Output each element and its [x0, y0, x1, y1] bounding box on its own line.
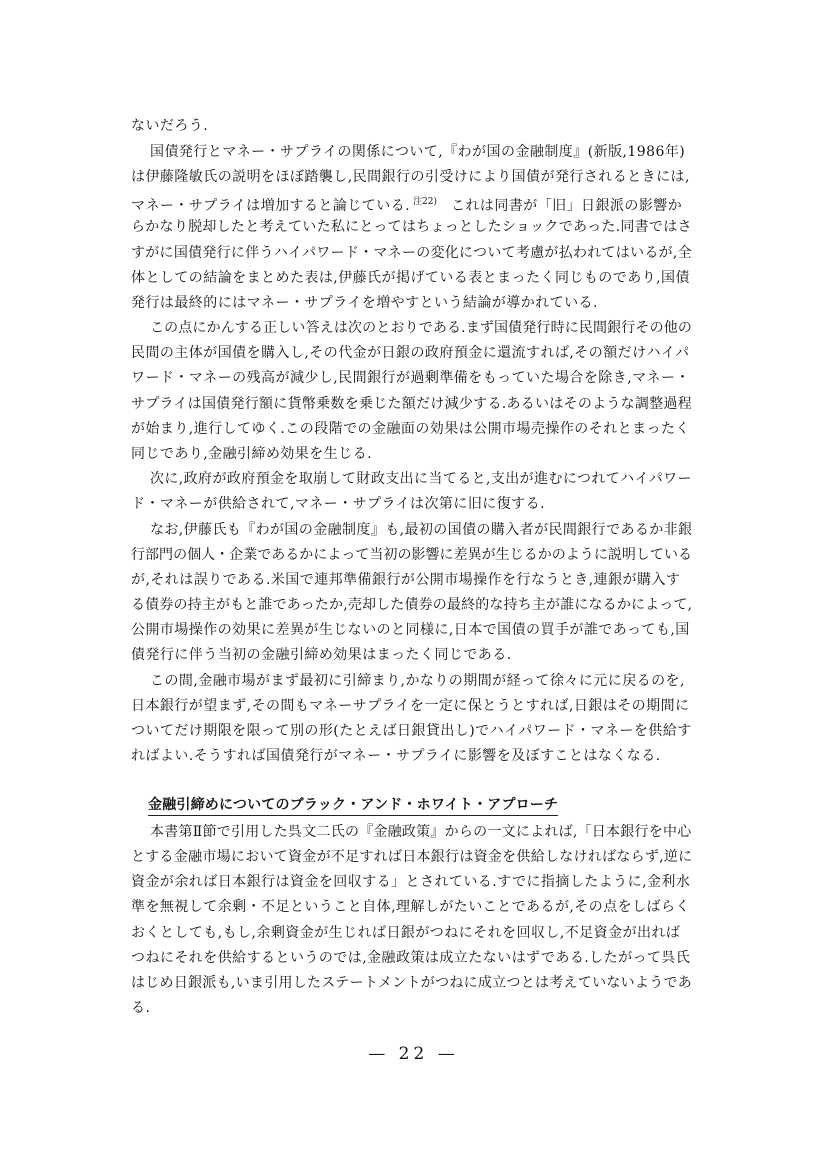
text-line: おくとしても,もし,余剰資金が生じれば日銀がつねにそれを回収し,不足資金が出れば — [131, 925, 681, 941]
page-number: — 22 — — [368, 1044, 459, 1064]
text-line: 準を無視して余剰・不足ということ自体,理解しがたいことであるが,その点をしばらく — [131, 899, 690, 915]
text-line: ればよい.そうすれば国債発行がマネー・サプライに影響を及ぼすことはなくなる. — [131, 748, 661, 764]
text-fragment: これは同書が「旧」日銀派の影響か — [451, 198, 683, 214]
text-line: 債発行に伴う当初の金融引締め効果はまったく同じである. — [131, 647, 512, 663]
section-heading: 金融引締めについてのブラック・アンド・ホワイト・アプローチ — [148, 796, 558, 816]
text-line: ないだろう. — [131, 118, 209, 134]
footnote-marker: 注22) — [413, 197, 437, 207]
text-fragment: マネー・サプライは増加すると論じている. — [131, 198, 411, 214]
text-line: 資金が余れば日本銀行は資金を回収する」とされている.すでに指摘したように,金利水 — [131, 874, 691, 890]
text-line: 公開市場操作の効果に差異が生じないのと同様に,日本で国債の買手が誰であっても,国 — [131, 622, 690, 638]
text-line: らかなり脱却したと考えていた私にとってはちょっとしたショックであった.同書ではさ — [131, 219, 692, 235]
text-line: 国債発行とマネー・サプライの関係について,『わが国の金融制度』(新版,1986年) — [150, 144, 686, 160]
text-line: が,それは誤りである.米国で連邦準備銀行が公開市場操作を行なうとき,連銀が購入す — [131, 572, 681, 588]
text-line: 民間の主体が国債を購入し,その代金が日銀の政府預金に還流すれば,その額だけハイパ — [131, 345, 690, 361]
text-line: る債券の持主がもと誰であったか,売却した債券の最終的な持ち主が誰になるかによって, — [131, 597, 693, 613]
text-line: る. — [131, 1000, 151, 1016]
text-line: 同じであり,金融引締め効果を生じる. — [131, 446, 372, 462]
text-line: は伊藤隆敏氏の説明をほぼ踏襲し,民間銀行の引受けにより国債が発行されるときには, — [131, 169, 690, 185]
text-line: ド・マネーが供給されて,マネー・サプライは次第に旧に復する. — [131, 496, 545, 512]
text-line: とする金融市場において資金が不足すれば日本銀行は資金を供給しなければならず,逆に — [131, 849, 693, 865]
text-line: サプライは国債発行額に貨幣乗数を乗じた額だけ減少する.あるいはそのような調整過程 — [131, 396, 693, 412]
text-line: 発行は最終的にはマネー・サプライを増やすという結論が導かれている. — [131, 295, 598, 311]
text-line: が始まり,進行してゆく.この段階での金融面の効果は公開市場売操作のそれとまったく — [131, 421, 690, 437]
text-line: 日本銀行が望まず,その間もマネーサプライを一定に保とうとすれば,日銀はその期間に — [131, 698, 690, 714]
text-line: 体としての結論をまとめた表は,伊藤氏が掲げている表とまったく同じものであり,国債 — [131, 270, 690, 286]
text-line: ついてだけ期限を限って別の形(たとえば日銀貸出し)でハイパワード・マネーを供給す — [131, 723, 692, 739]
text-line: なお,伊藤氏も『わが国の金融制度』も,最初の国債の購入者が民間銀行であるか非銀 — [150, 522, 693, 538]
text-line: すがに国債発行に伴うハイパワード・マネーの変化について考慮が払われてはいるが,全 — [131, 245, 692, 261]
text-line — [131, 193, 682, 215]
text-line: 次に,政府が政府預金を取崩して財政支出に当てると,支出が進むにつれてハイパワー — [150, 471, 692, 487]
text-line: はじめ日銀派も,いま引用したステートメントがつねに成立つとは考えていないようであ — [131, 975, 693, 991]
text-line: この点にかんする正しい答えは次のとおりである.まず国債発行時に民間銀行その他の — [150, 320, 692, 336]
text-line: この間,金融市場がまず最初に引締まり,かなりの期間が経って徐々に元に戻るのを, — [150, 673, 685, 689]
text-line: 本書第Ⅱ節で引用した呉文二氏の『金融政策』からの一文によれば,「日本銀行を中心 — [150, 824, 692, 840]
text-line: 行部門の個人・企業であるかによって当初の影響に差異が生じるかのように説明している — [131, 547, 692, 563]
text-line: ワード・マネーの残高が減少し,民間銀行が過剰準備をもっていた場合を除き,マネー・ — [131, 370, 690, 386]
text-line: つねにそれを供給するというのでは,金融政策は成立たないはずである.したがって呉氏 — [131, 950, 691, 966]
